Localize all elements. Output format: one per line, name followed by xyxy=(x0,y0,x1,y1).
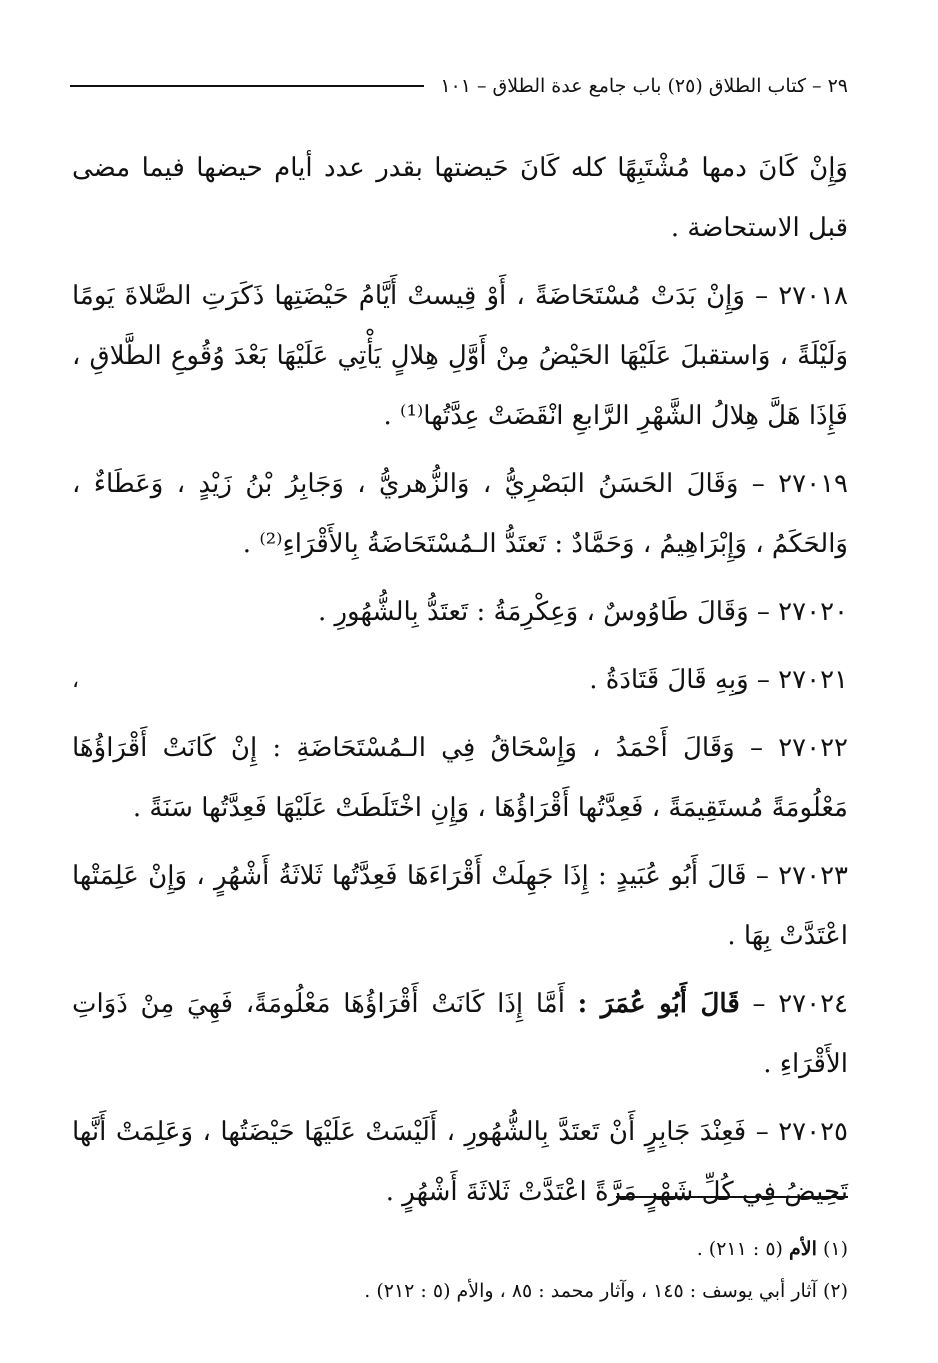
footnote-text: آثار أبي يوسف : ١٤٥ ، وآثار محمد : ٨٥ ، والأم (٥ : ٢١٢) . xyxy=(364,1280,817,1302)
footnote-marker: (١) xyxy=(822,1238,848,1260)
running-header xyxy=(70,66,848,106)
paragraph-continuation xyxy=(72,138,848,258)
footnote-text: (٥ : ٢١١) . xyxy=(696,1238,783,1260)
paragraph-27018: ٢٧٠١٨ – وَإِنْ بَدَتْ مُسْتَحَاضَةً ، أَوْ قِيستْ أَيَّامُ حَيْضَتِها ذَكَرَتِ الصَّلاةَ يَومًا وَلَيْلَةً ، وَاستقبلَ عَلَيْهَا الحَيْضُ مِنْ أَوَّلِ هِلالٍ يَأْتِي عَلَيْهَا بَعْدَ وُقُوعِ الطَّلاقِ ، فَإِذَا هَلَّ هِلالُ الشَّهْرِ الرَّابعِ انْقَضَتْ عِدَّتُها⁽¹⁾ . xyxy=(72,281,849,431)
paragraph-text: أَمَّا إِذَا كَانَتْ أَقْرَاؤُهَا مَعْلُومَةً، فَهِيَ مِنْ ذَوَاتِ الأَقْرَاءِ . xyxy=(72,989,848,1079)
paragraph-27020: ٢٧٠٢٠ – وَقَالَ طَاوُوسٌ ، وَعِكْرِمَةُ : تَعتَدُّ بِالشُّهُورِ . xyxy=(317,597,848,627)
paragraph-number: ٢٧٠٢٤ xyxy=(778,989,849,1019)
paragraph-text: وَإِنْ كَانَ دمها مُشْتَبِهًا كله كَانَ حَيضتها بقدر عدد أيام حيضها فيما مضى قبل الاستحاضة . xyxy=(72,153,848,243)
main-text xyxy=(72,138,848,1230)
paragraph-27019: ٢٧٠١٩ – وَقَالَ الحَسَنُ البَصْرِيُّ ، وَالزُّهريُّ ، وَجَابِرُ بْنُ زَيْدٍ ، وَعَطَاءٌ ، وَالحَكَمُ ، وَإِبْرَاهِيمُ ، وَحَمَّادٌ : تَعتَدُّ الـمُسْتَحَاضَةُ بِالأَقْرَاءِ⁽²⁾ . xyxy=(72,469,848,559)
header-title: ٢٩ – كتاب الطلاق (٢٥) باب جامع عدة الطلاق – ١٠١ xyxy=(440,75,848,97)
paragraph-27021: ٢٧٠٢١ – وَبِهِ قَالَ قَتَادَةُ . xyxy=(589,665,848,695)
header-rule xyxy=(70,85,424,87)
paragraph-text: وَقَالَ طَاوُوسٌ ، وَعِكْرِمَةُ : تَعتَدُّ بِالشُّهُورِ . xyxy=(317,597,749,627)
footnote-1 xyxy=(72,1232,848,1266)
paragraph-number: ٢٧٠١٩ xyxy=(778,469,848,499)
stray-mark: ، xyxy=(72,668,80,693)
paragraph-number: ٢٧٠٢٣ xyxy=(778,861,848,891)
paragraph-text: قَالَ أَبُو عُبَيدٍ : إِذَا جَهِلَتْ أَقْرَاءَهَا فَعِدَّتُها ثَلاثَةُ أَشْهُرٍ ، وَإِنْ عَلِمَتْها اعْتَدَّتْ بِهَا . xyxy=(72,861,848,951)
paragraph-text: وَبِهِ قَالَ قَتَادَةُ . xyxy=(589,665,749,695)
footnote-rule xyxy=(616,1196,848,1198)
footnote-2 xyxy=(72,1274,848,1308)
paragraph-number: ٢٧٠٢٢ xyxy=(778,733,849,763)
paragraph-27023: ٢٧٠٢٣ – قَالَ أَبُو عُبَيدٍ : إِذَا جَهِلَتْ أَقْرَاءَهَا فَعِدَّتُها ثَلاثَةُ أَشْهُرٍ ، وَإِنْ عَلِمَتْها اعْتَدَّتْ بِهَا . xyxy=(72,861,848,951)
paragraph-text: فَعِنْدَ جَابِرٍ أَنْ تَعتَدَّ بِالشُّهُورِ ، أَلَيْسَتْ عَلَيْهَا حَيْضَتُها ، وَعَلِمَتْ أَنَّها تَحِيضُ فِي كُلِّ شَهْرٍ مَرَّةً اعْتَدَّتْ ثَلاثَةَ أَشْهُرٍ . xyxy=(72,1117,848,1207)
footnotes xyxy=(72,1232,848,1316)
paragraph-text: وَقَالَ أَحْمَدُ ، وَإِسْحَاقُ فِي الـمُسْتَحَاضَةِ : إِنْ كَانَتْ أَقْرَاؤُهَا مَعْلُومَةً مُستَقِيمَةً ، فَعِدَّتُها أَقْرَاؤُهَا ، وَإِنِ اخْتَلَطَتْ عَلَيْهَا فَعِدَّتُها سَنَةً . xyxy=(72,733,848,823)
paragraph-27025: ٢٧٠٢٥ – فَعِنْدَ جَابِرٍ أَنْ تَعتَدَّ بِالشُّهُورِ ، أَلَيْسَتْ عَلَيْهَا حَيْضَتُها ، وَعَلِمَتْ أَنَّها تَحِيضُ فِي كُلِّ شَهْرٍ مَرَّةً اعْتَدَّتْ ثَلاثَةَ أَشْهُرٍ . xyxy=(72,1117,849,1207)
paragraph-text: وَإِنْ بَدَتْ مُسْتَحَاضَةً ، أَوْ قِيستْ أَيَّامُ حَيْضَتِها ذَكَرَتِ الصَّلاةَ يَومًا وَلَيْلَةً ، وَاستقبلَ عَلَيْهَا الحَيْضُ مِنْ أَوَّلِ هِلالٍ يَأْتِي عَلَيْهَا بَعْدَ وُقُوعِ الطَّلاقِ ، فَإِذَا هَلَّ هِلالُ الشَّهْرِ الرَّابعِ انْقَضَتْ عِدَّتُها⁽¹⁾ . xyxy=(72,281,848,431)
paragraph-text: وَقَالَ الحَسَنُ البَصْرِيُّ ، وَالزُّهريُّ ، وَجَابِرُ بْنُ زَيْدٍ ، وَعَطَاءٌ ، وَالحَكَمُ ، وَإِبْرَاهِيمُ ، وَحَمَّادٌ : تَعتَدُّ الـمُسْتَحَاضَةُ بِالأَقْرَاءِ⁽²⁾ . xyxy=(72,469,848,559)
paragraph-27024: ٢٧٠٢٤ – قَالَ أَبُو عُمَرَ : أَمَّا إِذَا كَانَتْ أَقْرَاؤُهَا مَعْلُومَةً، فَهِيَ مِنْ ذَوَاتِ الأَقْرَاءِ . xyxy=(72,989,849,1079)
footnote-marker: (٢) xyxy=(822,1280,848,1302)
paragraph-number: ٢٧٠٢١ xyxy=(778,665,848,695)
paragraph-number: ٢٧٠٢٥ xyxy=(778,1117,849,1147)
paragraph-27022: ٢٧٠٢٢ – وَقَالَ أَحْمَدُ ، وَإِسْحَاقُ فِي الـمُسْتَحَاضَةِ : إِنْ كَانَتْ أَقْرَاؤُهَا مَعْلُومَةً مُستَقِيمَةً ، فَعِدَّتُها أَقْرَاؤُهَا ، وَإِنِ اخْتَلَطَتْ عَلَيْهَا فَعِدَّتُها سَنَةً . xyxy=(72,733,849,823)
paragraph-number: ٢٧٠١٨ xyxy=(778,281,849,311)
paragraph-speaker: قَالَ أَبُو عُمَرَ : xyxy=(577,989,740,1019)
paragraph-number: ٢٧٠٢٠ xyxy=(778,597,848,627)
footnote-source: الأم xyxy=(789,1238,817,1260)
